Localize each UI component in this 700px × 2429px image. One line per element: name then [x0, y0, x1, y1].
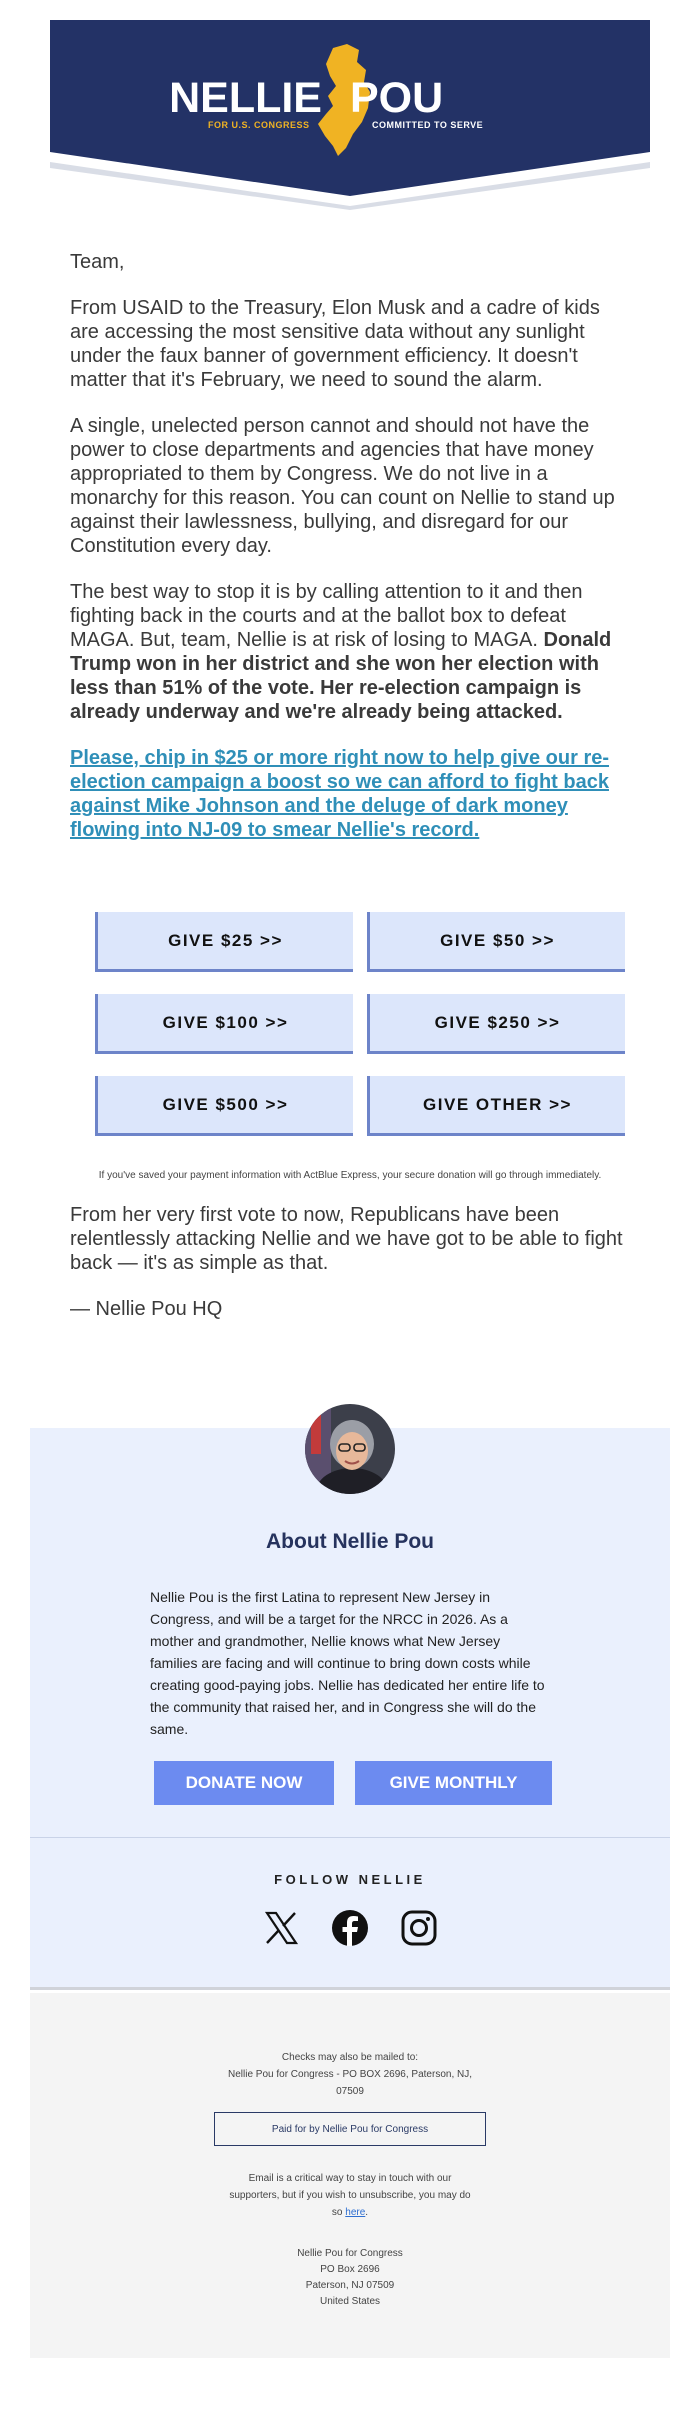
address-box: PO Box 2696 [320, 2264, 380, 2275]
logo-last-name: POU [350, 74, 444, 122]
signoff: — Nellie Pou HQ [70, 1298, 223, 1320]
x-icon[interactable] [261, 1908, 301, 1948]
paid-for-text: Paid for by Nellie Pou for Congress [271, 2123, 429, 2135]
about-section [30, 1428, 670, 1838]
address-country: United States [319, 2296, 381, 2307]
follow-section [30, 1838, 670, 1990]
give-monthly-button[interactable]: GIVE MONTHLY [355, 1761, 552, 1805]
checks-line-2: Nellie Pou for Congress - PO BOX 2696, Paterson, NJ, [228, 2069, 472, 2080]
donate-cta-link[interactable]: Please, chip in $25 or more right now to help give our re-election campaign a boost so we can afford to fight back against Mike Johnson and the deluge of dark money flowing into NJ-09 to smear Nellie's record. [70, 747, 610, 841]
give-250-button[interactable]: GIVE $250 >> [367, 994, 625, 1054]
unsubscribe-prefix: so [331, 2207, 346, 2218]
banner-graphic [50, 20, 650, 220]
paragraph-1: From USAID to the Treasury, Elon Musk and a cadre of kids are accessing the most sensitive data without any sunlight under the faux banner of government efficiency. It doesn't matter that it's February, we need to sound the alarm. [70, 297, 600, 391]
actblue-note: If you've saved your payment information with ActBlue Express, your secure donation will go through immediately. [98, 1170, 602, 1181]
unsubscribe-link[interactable]: here [345, 2207, 366, 2218]
paid-for-box [214, 2112, 486, 2146]
paragraph-3 [70, 580, 630, 724]
give-25-button[interactable]: GIVE $25 >> [95, 912, 353, 972]
about-title: About Nellie Pou [266, 1530, 434, 1553]
checks-line-1: Checks may also be mailed to: [281, 2052, 419, 2063]
logo-first-name: NELLIE [169, 74, 322, 122]
unsubscribe-line-1: Email is a critical way to stay in touch with our [248, 2173, 452, 2184]
give-500-button[interactable]: GIVE $500 >> [95, 1076, 353, 1136]
follow-title: FOLLOW NELLIE [274, 1872, 426, 1887]
unsubscribe-suffix: . [365, 2207, 369, 2218]
greeting: Team, [70, 251, 125, 273]
logo-tagline-left: FOR U.S. CONGRESS [208, 120, 310, 130]
paragraph-2: A single, unelected person cannot and should not have the power to close departments and agencies that have money appropriated to them by Congress. We do not live in a monarchy for this reason. You can count on Nellie to stand up against their lawlessness, bullying, and disregard for our Constitution every day. [70, 415, 615, 557]
closing-paragraph: From her very first vote to now, Republicans have been relentlessly attacking Nellie and we have got to be able to fight back — it's as simple as that. [70, 1204, 623, 1274]
give-100-button[interactable]: GIVE $100 >> [95, 994, 353, 1054]
give-50-button[interactable]: GIVE $50 >> [367, 912, 625, 972]
footer [30, 1993, 670, 2358]
portrait-image [305, 1404, 395, 1494]
about-text: Nellie Pou is the first Latina to represent New Jersey in Congress, and will be a target for the NRCC in 2026. As a mother and grandmother, Nellie knows what New Jersey families are facing and will continue to bring down costs while creating good-paying jobs. Nellie has dedicated her entire life to the community that raised her, and in Congress she will do the same. [150, 1589, 545, 1737]
email-body [70, 250, 630, 842]
paragraph-3-regular: The best way to stop it is by calling attention to it and then fighting back in the courts and at the ballot box to defeat MAGA. But, team, Nellie is at risk of losing to MAGA. [70, 581, 583, 651]
facebook-icon[interactable] [330, 1908, 370, 1948]
paragraph-3-bold: Donald Trump won in her district and she won her election with less than 51% of the vote. Her re-election campaign is already underway and we're already being attacked. [70, 629, 612, 723]
header-banner [50, 20, 650, 220]
address-name: Nellie Pou for Congress [297, 2248, 403, 2259]
logo-tagline-right: COMMITTED TO SERVE [372, 120, 484, 130]
unsubscribe-line-3 [30, 2207, 670, 2218]
checks-line-3: 07509 [336, 2086, 364, 2097]
unsubscribe-line-2: supporters, but if you wish to unsubscribe, you may do [229, 2190, 471, 2201]
donate-now-button[interactable]: DONATE NOW [154, 1761, 334, 1805]
avatar [305, 1404, 395, 1494]
closing-section [70, 1203, 630, 1343]
address-city: Paterson, NJ 07509 [305, 2280, 395, 2291]
give-other-button[interactable]: GIVE OTHER >> [367, 1076, 625, 1136]
instagram-icon[interactable] [399, 1908, 439, 1948]
